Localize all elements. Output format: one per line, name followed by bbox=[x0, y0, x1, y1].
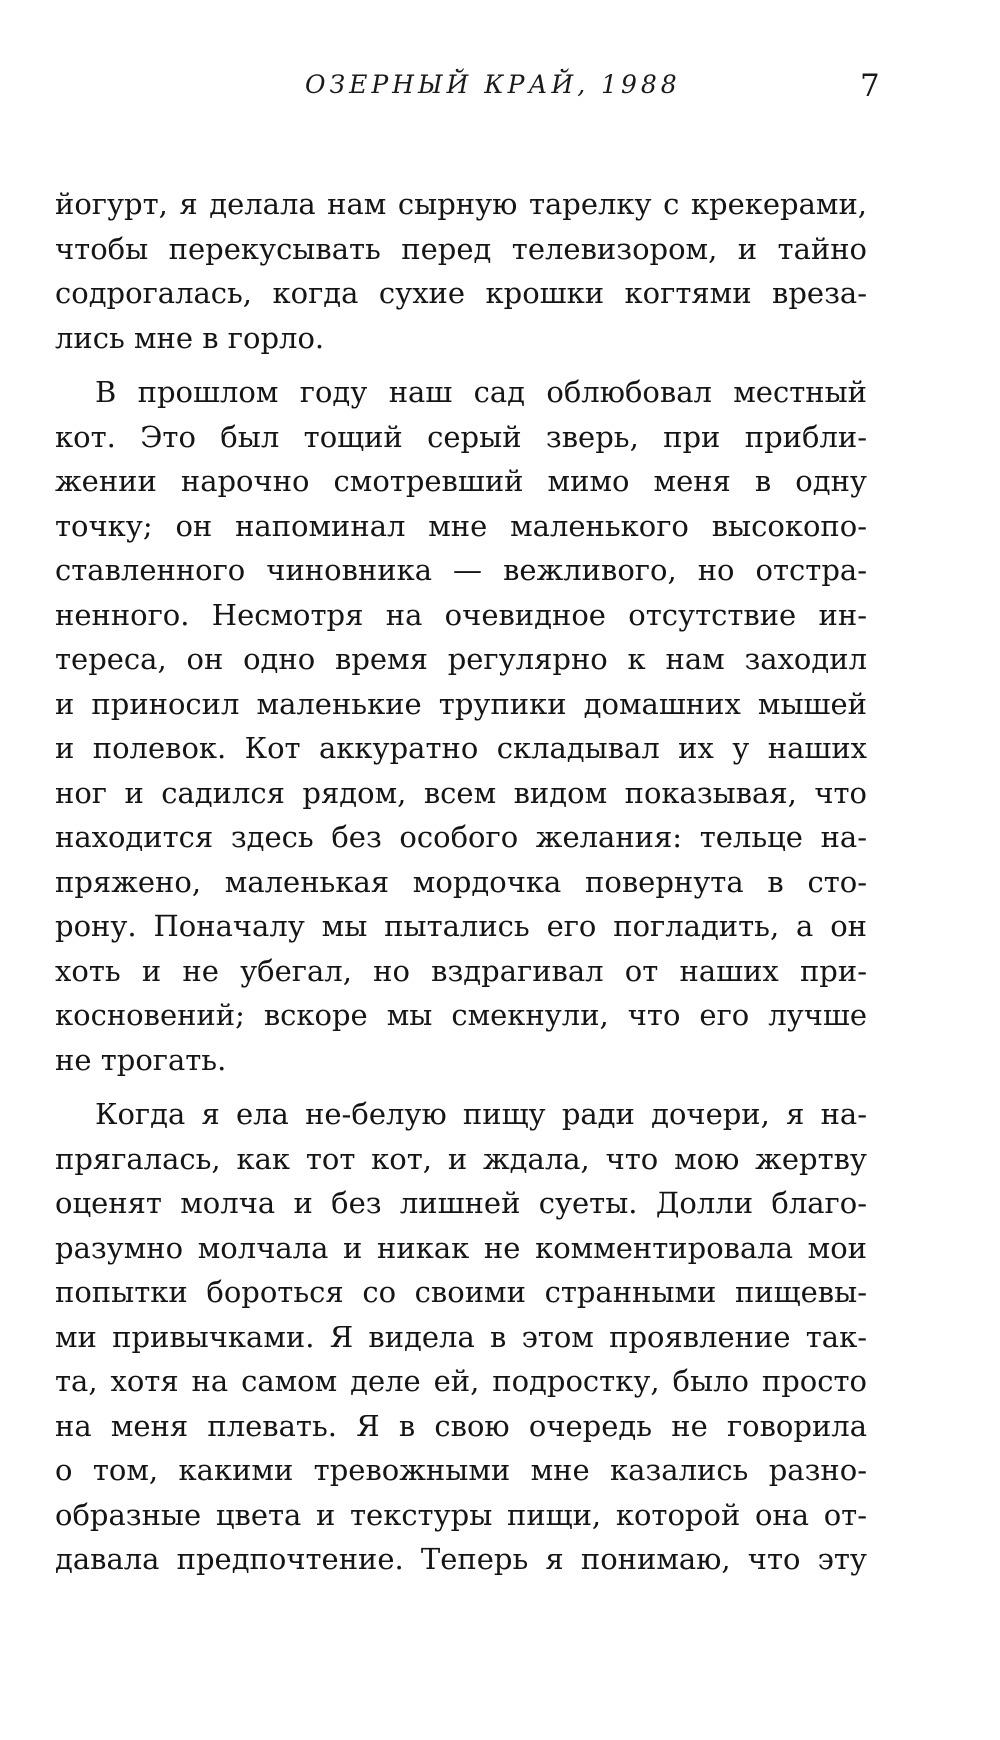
text-line: содрогалась, когда сухие крошки когтями вреза- bbox=[55, 276, 867, 310]
text-line: попытки бороться со своими странными пищевы- bbox=[55, 1275, 867, 1309]
text-line: косновений; вскоре мы смекнули, что его лучше bbox=[55, 998, 867, 1032]
text-line: кот. Это был тощий серый зверь, при прибли- bbox=[55, 419, 867, 454]
text-line: ног и садился рядом, всем видом показывая, что bbox=[55, 775, 867, 810]
text-line: не трогать. bbox=[55, 1042, 227, 1077]
text-line: разумно молчала и никак не комментировала мои bbox=[55, 1230, 867, 1265]
text-line: о том, какими тревожными мне казались разно- bbox=[55, 1453, 867, 1487]
text-line: находится здесь без особого желания: тельце на- bbox=[55, 820, 867, 854]
text-line: хоть и не убегал, но вздрагивал от наших при- bbox=[55, 953, 867, 988]
text-line: прягалась, как тот кот, и ждала, что мою жертву bbox=[55, 1141, 867, 1176]
text-line: ми привычками. Я видела в этом проявление так- bbox=[55, 1319, 867, 1354]
text-line: на меня плевать. Я в свою очередь не говорила bbox=[55, 1408, 867, 1443]
text-line: оценят молча и без лишней суеты. Долли благо- bbox=[55, 1186, 867, 1220]
text-line: йогурт, я делала нам сырную тарелку с крекерами, bbox=[55, 187, 867, 221]
text-line: и приносил маленькие трупики домашних мышей bbox=[55, 686, 867, 721]
paragraph bbox=[55, 1092, 867, 1582]
text-line: чтобы перекусывать перед телевизором, и тайно bbox=[55, 231, 867, 266]
text-line: точку; он напоминал мне маленького высокопо- bbox=[55, 508, 867, 543]
paragraph-gap bbox=[55, 360, 867, 370]
page-number: 7 bbox=[860, 68, 880, 104]
text-line: пряжено, маленькая мордочка повернута в сто- bbox=[55, 864, 867, 899]
text-line: образные цвета и текстуры пищи, которой она от- bbox=[55, 1497, 867, 1532]
text-line: тереса, он одно время регулярно к нам заходил bbox=[55, 642, 867, 676]
text-line: и полевок. Кот аккуратно складывал их у наших bbox=[55, 731, 867, 765]
text-line: рону. Поначалу мы пытались его погладить, а он bbox=[55, 909, 867, 943]
text-line: Когда я ела не-белую пищу ради дочери, я на- bbox=[95, 1097, 867, 1131]
text-line: лись мне в горло. bbox=[55, 320, 325, 355]
running-head bbox=[0, 70, 1000, 110]
running-title: ОЗЕРНЫЙ КРАЙ, 1988 bbox=[305, 70, 681, 99]
text-line: В прошлом году наш сад облюбовал местный bbox=[95, 375, 867, 409]
text-line: жении нарочно смотревший мимо меня в одну bbox=[55, 464, 867, 498]
text-line: та, хотя на самом деле ей, подростку, было просто bbox=[55, 1364, 867, 1398]
paragraph bbox=[55, 182, 867, 360]
text-line: ставленного чиновника — вежливого, но отстра- bbox=[55, 553, 867, 587]
body-text bbox=[55, 182, 867, 1582]
paragraph-gap bbox=[55, 1082, 867, 1092]
text-line: ненного. Несмотря на очевидное отсутствие ин- bbox=[55, 597, 867, 632]
text-line: давала предпочтение. Теперь я понимаю, что эту bbox=[55, 1542, 867, 1576]
paragraph bbox=[55, 370, 867, 1082]
